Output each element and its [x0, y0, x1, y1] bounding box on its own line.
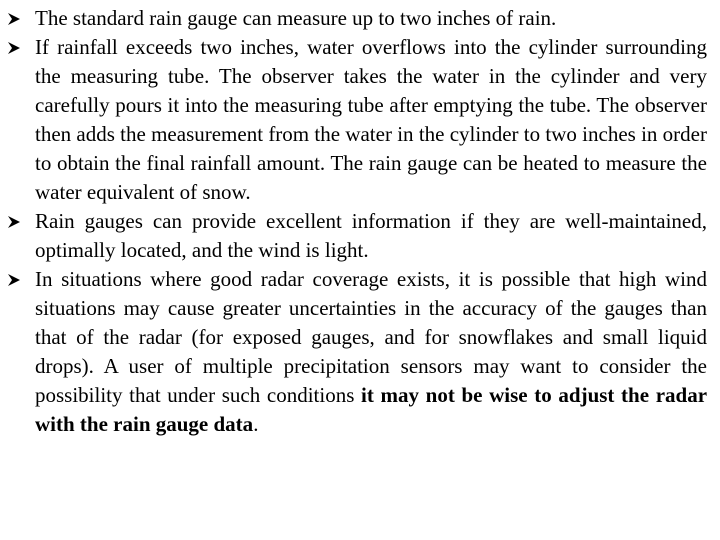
bullet-text — [35, 265, 707, 439]
bullet-text: Rain gauges can provide excellent information if they are well-maintained, optimally located, and the wind is light. — [35, 209, 707, 262]
bullet-text-part: . — [253, 412, 259, 436]
bullet-item — [6, 207, 707, 265]
bullet-item — [6, 4, 707, 33]
arrow-bullet-icon — [7, 273, 21, 287]
arrow-bullet-icon — [7, 41, 21, 55]
arrow-bullet-icon — [7, 12, 21, 26]
bullet-text: The standard rain gauge can measure up to two inches of rain. — [35, 6, 557, 30]
arrow-bullet-icon — [7, 215, 21, 229]
bullet-item — [6, 33, 707, 207]
bullet-text: If rainfall exceeds two inches, water overflows into the cylinder surrounding the measuring tube. The observer takes the water in the cylinder and very carefully pours it into the measuring tube after emptying the tube. The observer then adds the measurement from the water in the cylinder to two inches in order to obtain the final rainfall amount. The rain gauge can be heated to measure the water equivalent of snow. — [35, 35, 707, 204]
bullet-item — [6, 265, 707, 439]
bullet-list — [6, 4, 707, 439]
bold-emphasis: it may not be wise to adjust the radar with the rain gauge data — [35, 383, 708, 436]
bullet-text-part: In situations where good radar coverage exists, it is possible that high wind situations may cause greater uncertainties in the accuracy of the gauges than that of the radar (for exposed gauges, and for snowflakes and small liquid drops). A user of multiple precipitation sensors may want to consider the possibility that under such conditions — [35, 267, 707, 407]
